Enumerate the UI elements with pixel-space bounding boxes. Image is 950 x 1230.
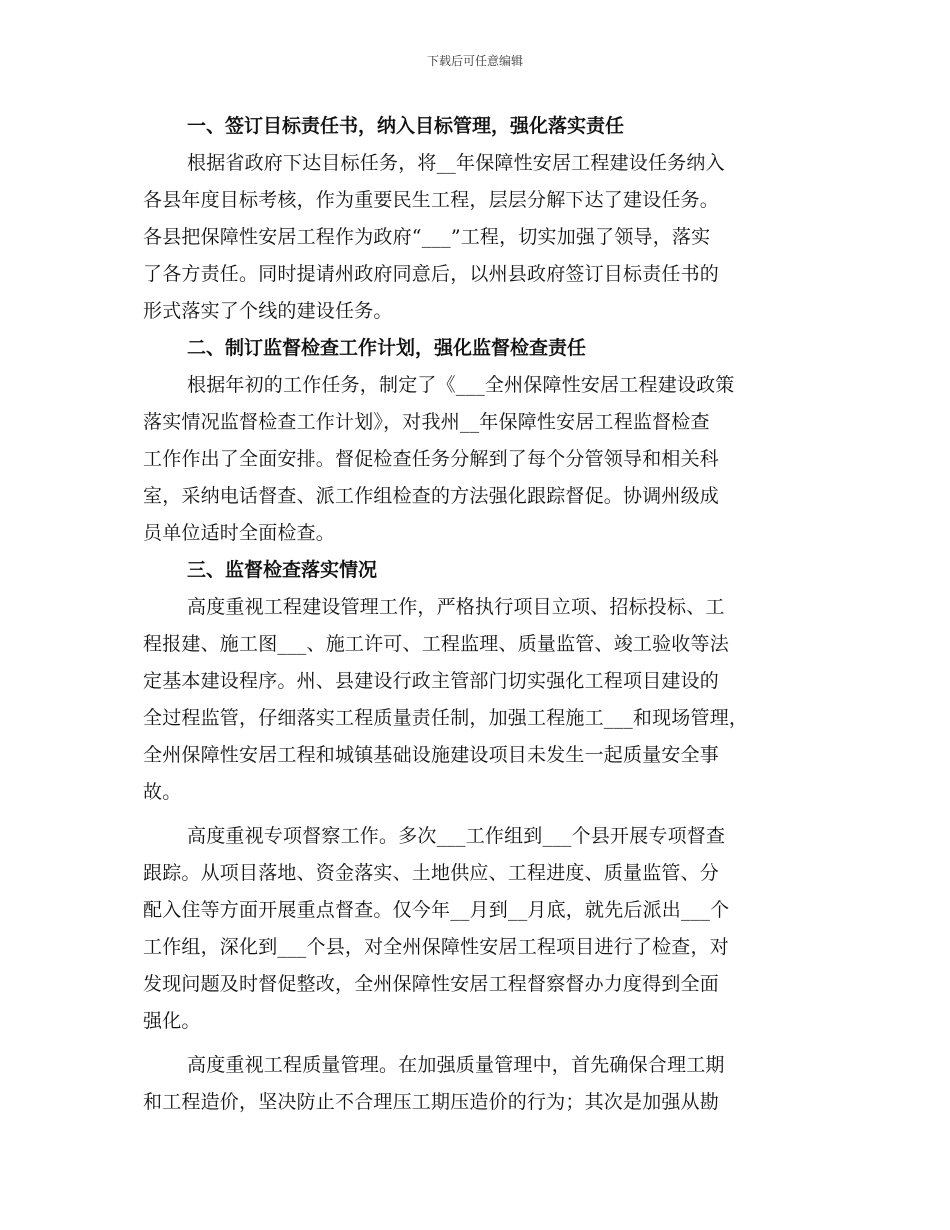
- paragraph-line: 根据省政府下达目标任务，将__年保障性安居工程建设任务纳入: [187, 152, 725, 174]
- paragraph-line: 配入住等方面开展重点督查。仅今年__月到__月底，就先后派出___个: [143, 899, 730, 921]
- paragraph: [143, 589, 823, 811]
- paragraph: [143, 1047, 823, 1121]
- document-body: [143, 108, 823, 1121]
- paragraph: [143, 818, 823, 1040]
- paragraph-line: 定基本建设程序。州、县建设行政主管部门切实强化工程项目建设的: [143, 670, 720, 692]
- paragraph: [143, 367, 823, 552]
- paragraph-line: 强化。: [143, 1010, 201, 1032]
- paragraph-line: 工作组，深化到___个县，对全州保障性安居工程项目进行了检查，对: [143, 936, 729, 958]
- section-heading: 一、签订目标责任书，纳入目标管理，强化落实责任: [187, 115, 625, 137]
- paragraph-line: 工作作出了全面安排。督促检查任务分解到了每个分管领导和相关科: [143, 448, 720, 470]
- paragraph-line: 高度重视专项督察工作。多次___工作组到___个县开展专项督查: [187, 825, 726, 847]
- paragraph-line: 了各方责任。同时提请州政府同意后，以州县政府签订目标责任书的: [143, 263, 720, 285]
- paragraph: [143, 145, 823, 330]
- paragraph-line: 跟踪。从项目落地、资金落实、土地供应、工程进度、质量监管、分: [143, 862, 720, 884]
- paragraph-line: 根据年初的工作任务，制定了《___全州保障性安居工程建设政策: [187, 374, 735, 396]
- paragraph-line: 员单位适时全面检查。: [143, 522, 336, 544]
- paragraph-line: 和工程造价，坚决防止不合理压工期压造价的行为；其次是加强从勘: [143, 1091, 720, 1113]
- paragraph-line: 程报建、施工图___、施工许可、工程监理、质量监管、竣工验收等法: [143, 633, 729, 655]
- paragraph-line: 全过程监管，仔细落实工程质量责任制，加强工程施工___和现场管理，: [143, 707, 749, 729]
- paragraph-line: 室，采纳电话督查、派工作组检查的方法强化跟踪督促。协调州级成: [143, 485, 720, 507]
- page-header: 下载后可任意编辑: [426, 54, 523, 68]
- section-heading: 二、制订监督检查工作计划，强化监督检查责任: [187, 337, 587, 359]
- paragraph-line: 全州保障性安居工程和城镇基础设施建设项目未发生一起质量安全事: [143, 744, 720, 766]
- paragraph-line: 形式落实了个线的建设任务。: [143, 300, 393, 322]
- paragraph-line: 各县把保障性安居工程作为政府“___”工程，切实加强了领导，落实: [143, 226, 711, 248]
- paragraph-line: 落实情况监督检查工作计划》，对我州__年保障性安居工程监督检查: [143, 411, 710, 433]
- paragraph-line: 发现问题及时督促整改，全州保障性安居工程督察督办力度得到全面: [143, 973, 720, 995]
- paragraph-line: 各县年度目标考核，作为重要民生工程，层层分解下达了建设任务。: [143, 189, 720, 211]
- paragraph-gap: [143, 1040, 823, 1047]
- paragraph-line: 高度重视工程质量管理。在加强质量管理中，首先确保合理工期: [187, 1054, 725, 1076]
- section-heading: 三、监督检查落实情况: [187, 559, 378, 581]
- paragraph-line: 高度重视工程建设管理工作，严格执行项目立项、招标投标、工: [187, 596, 725, 618]
- paragraph-gap: [143, 811, 823, 818]
- paragraph-line: 故。: [143, 781, 182, 803]
